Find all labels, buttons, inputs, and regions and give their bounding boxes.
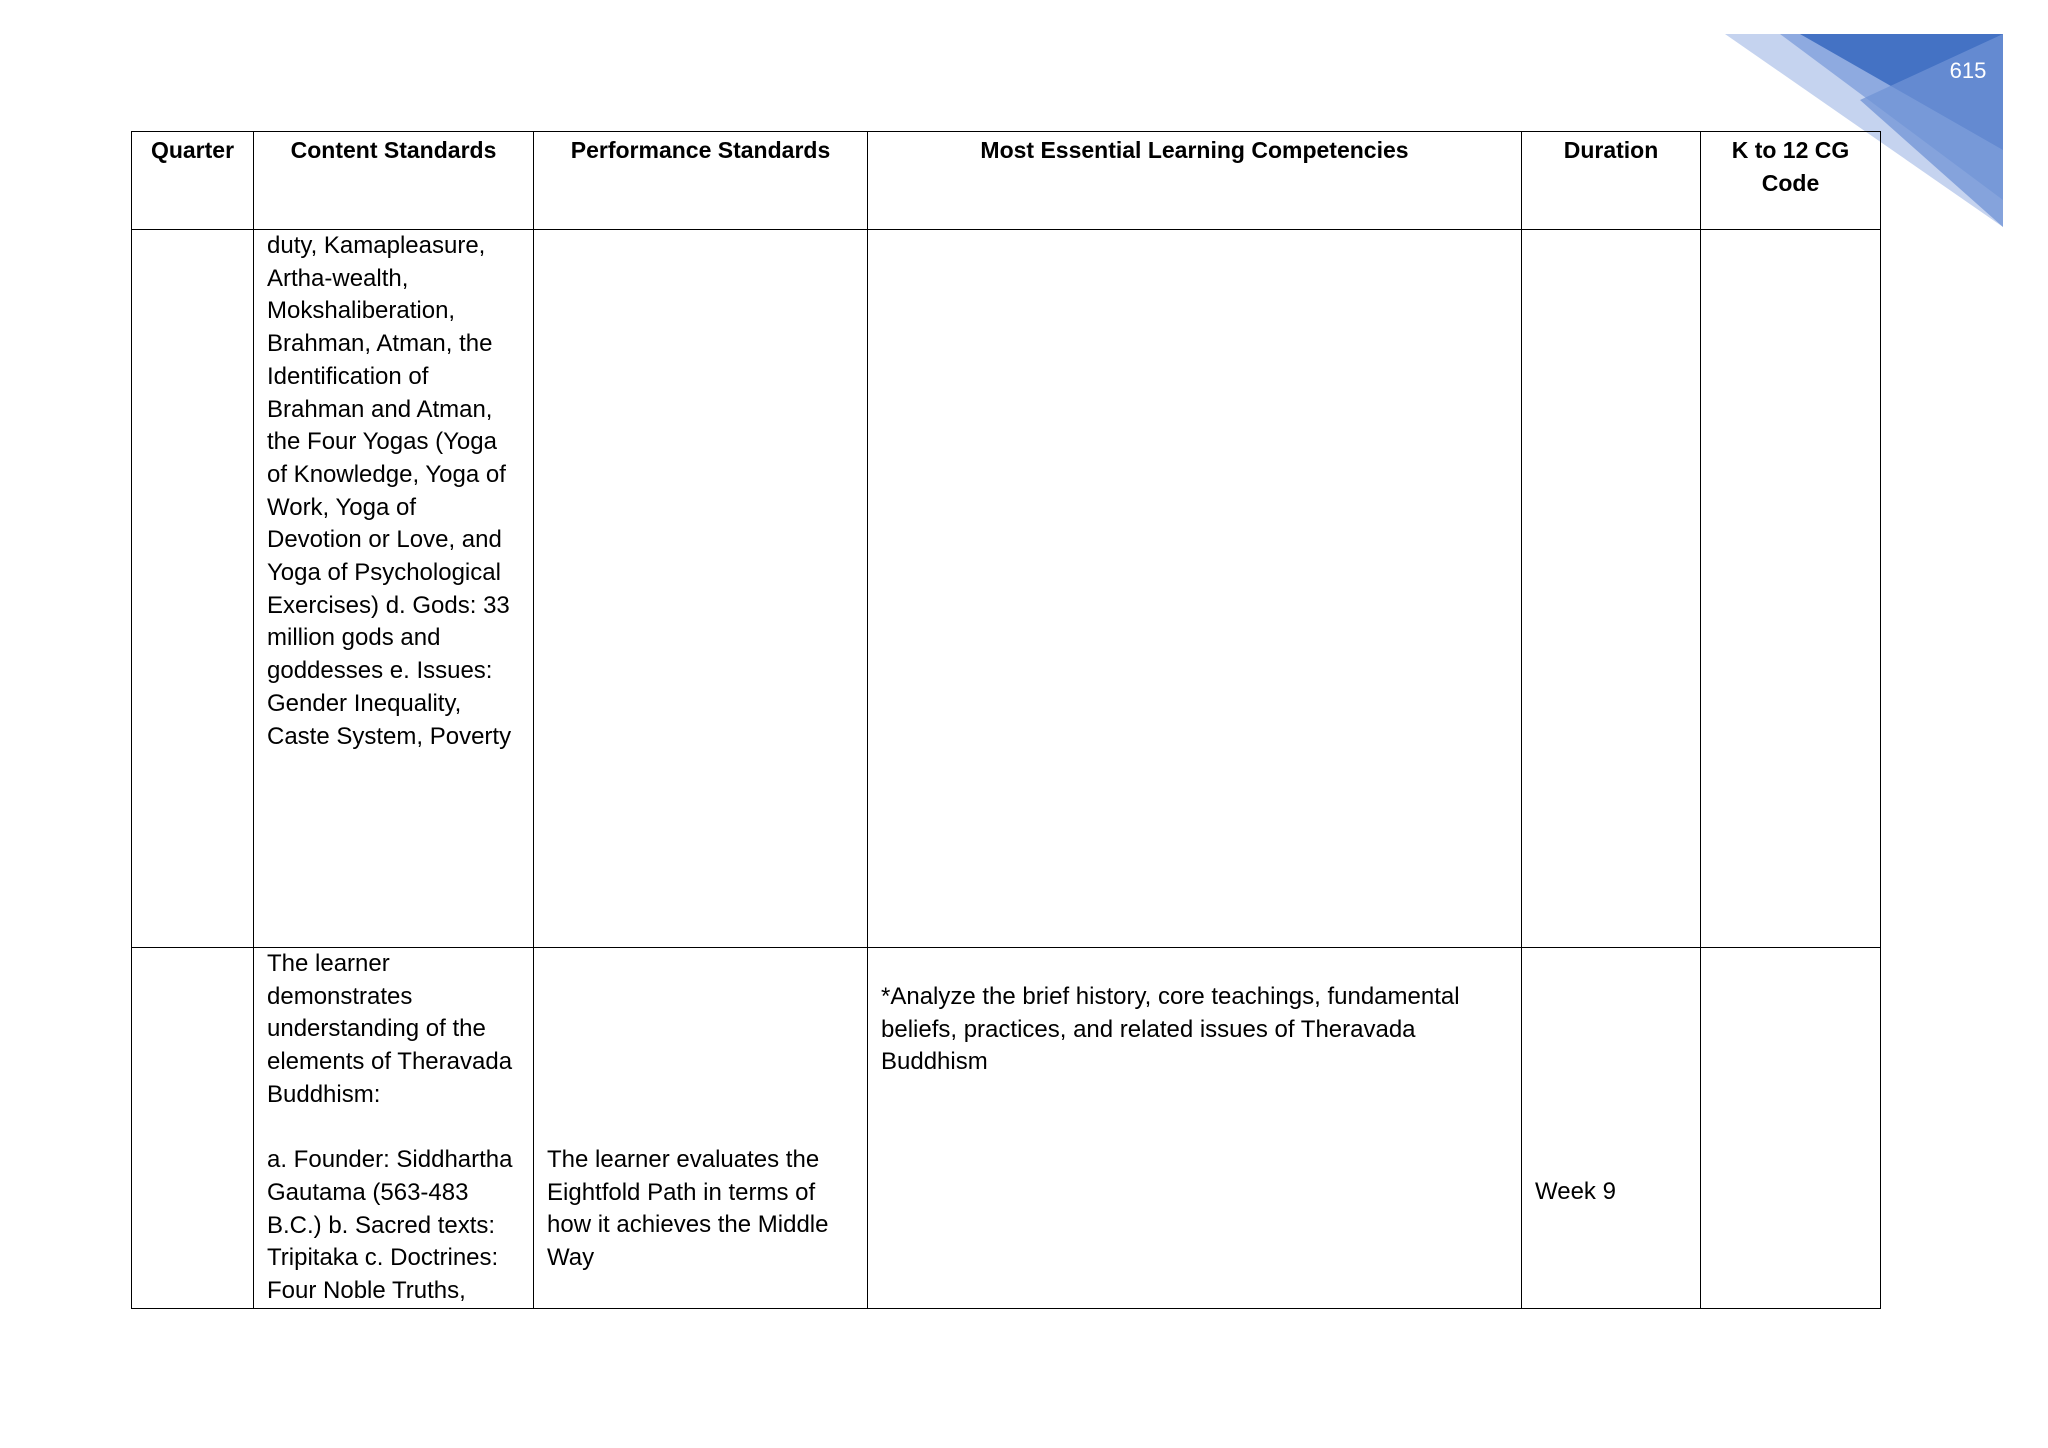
cell-learning-competencies: *Analyze the brief history, core teachings, fundamental beliefs, practices, and related issues of Theravada Buddhism xyxy=(868,948,1522,1309)
table-row xyxy=(132,230,1881,948)
cell-quarter xyxy=(132,230,254,948)
cell-cg-code xyxy=(1701,230,1881,948)
cell-duration: Week 9 xyxy=(1522,948,1701,1309)
table-header-row xyxy=(132,132,1881,230)
header-learning-competencies: Most Essential Learning Competencies xyxy=(868,132,1522,230)
table-row xyxy=(132,948,1881,1309)
cell-learning-competencies xyxy=(868,230,1522,948)
header-duration: Duration xyxy=(1522,132,1701,230)
cell-cg-code xyxy=(1701,948,1881,1309)
page-number: 615 xyxy=(1949,58,1987,83)
header-cg-code: K to 12 CG Code xyxy=(1701,132,1881,230)
header-performance-standards: Performance Standards xyxy=(534,132,868,230)
cell-quarter xyxy=(132,948,254,1309)
curriculum-table xyxy=(131,131,1881,1309)
cell-content-standards: The learner demonstrates understanding of the elements of Theravada Buddhism: a. Founder: Siddhartha Gautama (563-483 B.C.) b. Sacred texts: Tripitaka c. Doctrines: Four Noble Truths, xyxy=(254,948,534,1309)
header-quarter: Quarter xyxy=(132,132,254,230)
header-content-standards: Content Standards xyxy=(254,132,534,230)
cell-content-standards: duty, Kamapleasure, Artha-wealth, Mokshaliberation, Brahman, Atman, the Identification of Brahman and Atman, the Four Yogas (Yoga of Knowledge, Yoga of Work, Yoga of Devotion or Love, and Yoga of Psychological Exercises) d. Gods: 33 million gods and goddesses e. Issues: Gender Inequality, Caste System, Poverty xyxy=(254,230,534,948)
cell-performance-standards xyxy=(534,230,868,948)
cell-performance-standards: The learner evaluates the Eightfold Path in terms of how it achieves the Middle Way xyxy=(534,948,868,1309)
cell-duration xyxy=(1522,230,1701,948)
